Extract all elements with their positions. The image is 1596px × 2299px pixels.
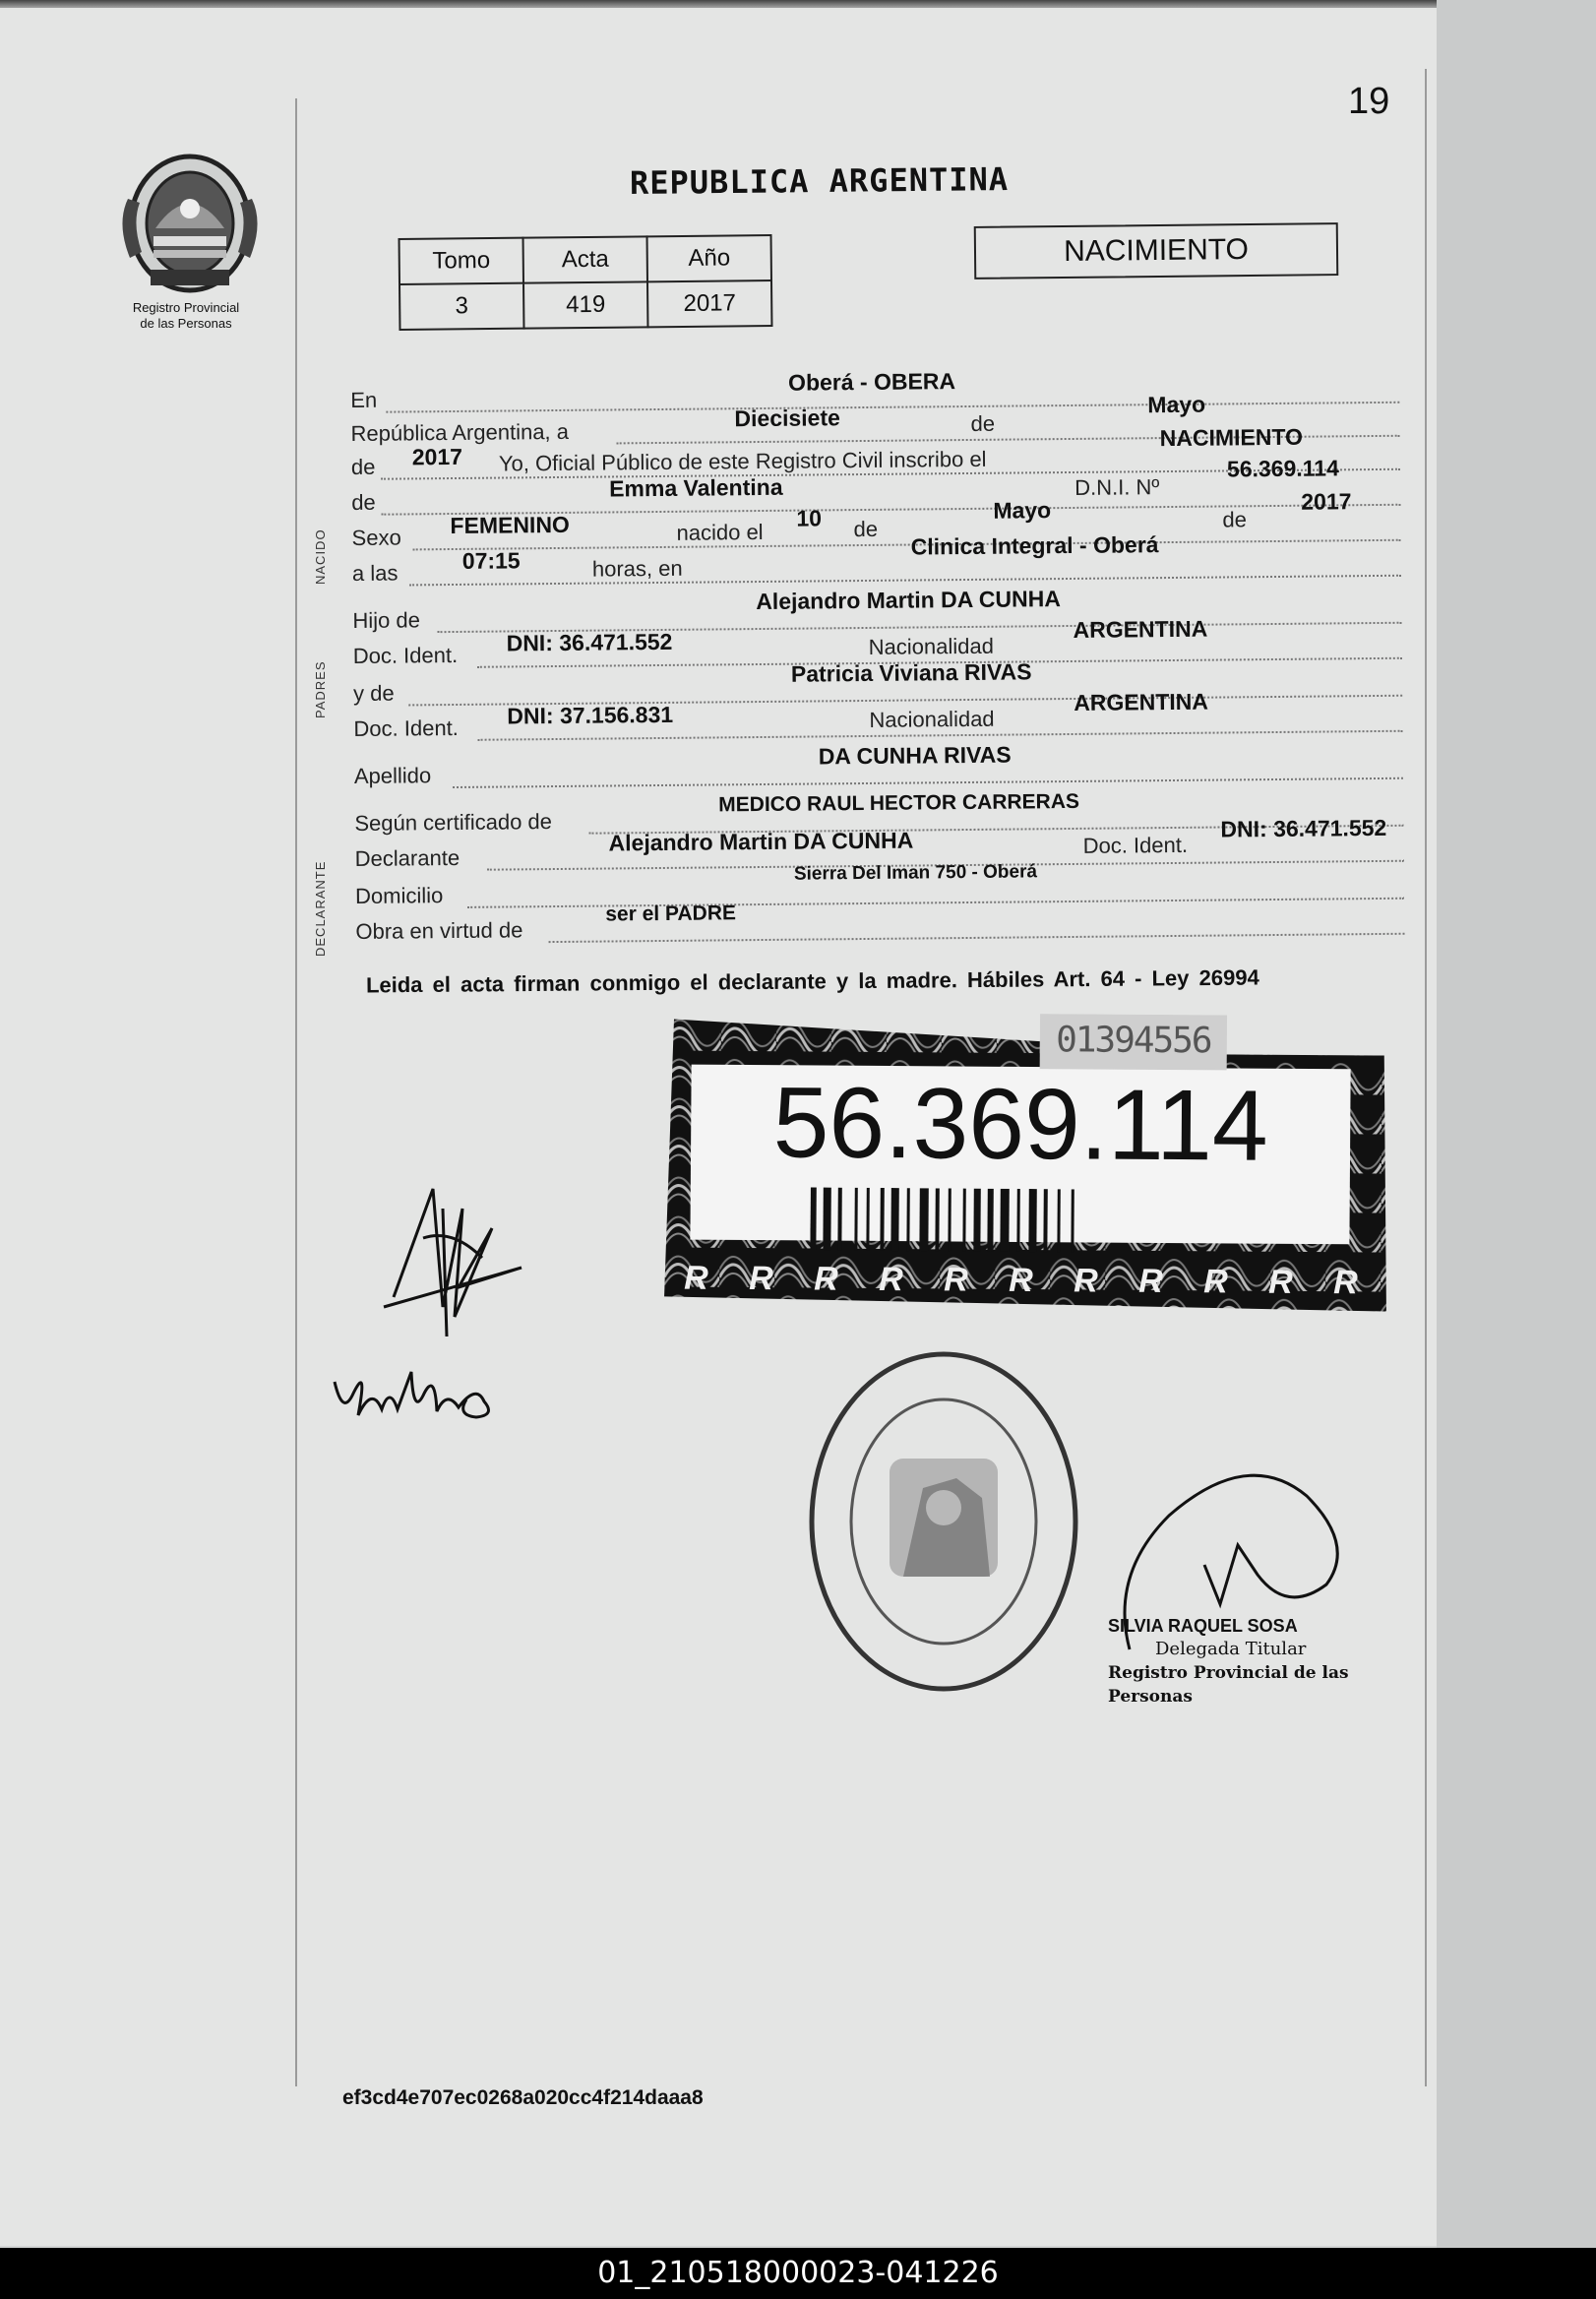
value-nombre: Emma Valentina bbox=[609, 473, 783, 502]
label-doc-ident: Doc. Ident. bbox=[352, 642, 459, 668]
value-tipo: NACIMIENTO bbox=[1159, 423, 1304, 452]
province-coat-of-arms-logo bbox=[116, 150, 264, 297]
barcode-bar bbox=[973, 1189, 980, 1252]
value-hora: 07:15 bbox=[461, 547, 521, 574]
value-certificado: MEDICO RAUL HECTOR CARRERAS bbox=[718, 789, 1080, 817]
dotted-line bbox=[413, 539, 1401, 551]
sticker-r-letter: R bbox=[1138, 1262, 1163, 1300]
dni-sticker bbox=[664, 1011, 1388, 1311]
document-hash: ef3cd4e707ec0268a020cc4f214daaa8 bbox=[342, 2086, 704, 2109]
header-anio: Año bbox=[647, 235, 771, 281]
value-mes-nac: Mayo bbox=[993, 497, 1052, 524]
sticker-r-letter: R bbox=[814, 1260, 838, 1298]
dotted-line bbox=[549, 933, 1405, 943]
barcode-bar bbox=[919, 1188, 928, 1251]
left-margin-line bbox=[295, 98, 297, 2086]
value-anio: 2017 bbox=[647, 280, 771, 327]
barcode-bar bbox=[987, 1189, 993, 1252]
label-a-las: a las bbox=[351, 560, 399, 586]
value-acta: 419 bbox=[523, 281, 647, 328]
value-dia-nac: 10 bbox=[796, 505, 823, 531]
value-dia-letras: Diecisiete bbox=[734, 404, 840, 432]
value-domicilio: Sierra Del Iman 750 - Oberá bbox=[793, 861, 1038, 885]
label-doc-ident: Doc. Ident. bbox=[353, 715, 459, 741]
label-yo-oficial: Yo, Oficial Público de este Registro Civil inscribo el bbox=[498, 446, 987, 476]
barcode-bar bbox=[935, 1188, 939, 1251]
sticker-r-letter: R bbox=[1333, 1264, 1358, 1302]
value-lugar: Oberá - OBERA bbox=[787, 368, 956, 396]
barcode bbox=[810, 1187, 1253, 1253]
scan-footer-id: 01_210518000023-041226 bbox=[0, 2248, 1596, 2299]
sticker-r-letter: R bbox=[944, 1261, 968, 1299]
label-republica: República Argentina, a bbox=[350, 418, 570, 446]
sticker-r-letter: R bbox=[1203, 1263, 1228, 1301]
barcode-bar bbox=[1028, 1189, 1036, 1252]
barcode-bar bbox=[880, 1188, 884, 1251]
barcode-bar bbox=[1057, 1189, 1060, 1252]
barcode-bar bbox=[810, 1187, 816, 1250]
section-label-declarante: DECLARANTE bbox=[313, 860, 328, 957]
label-de: de bbox=[853, 516, 879, 542]
barcode-bar bbox=[1016, 1189, 1019, 1252]
document-title: REPUBLICA ARGENTINA bbox=[629, 159, 1010, 203]
value-anio-nac: 2017 bbox=[1301, 488, 1352, 515]
dotted-line bbox=[386, 402, 1399, 413]
label-dni: D.N.I. Nº bbox=[1074, 474, 1160, 500]
label-nacido-el: nacido el bbox=[676, 519, 764, 545]
sticker-r-letter: R bbox=[1074, 1262, 1098, 1300]
barcode-bar bbox=[837, 1188, 841, 1251]
header-acta: Acta bbox=[523, 236, 647, 282]
official-seal-stamp bbox=[799, 1340, 1088, 1703]
label-segun-certificado: Según certificado de bbox=[354, 809, 553, 836]
label-nacionalidad: Nacionalidad bbox=[869, 706, 995, 732]
declarant-signature bbox=[364, 1169, 531, 1346]
registrar-role: Delegada Titular bbox=[1155, 1639, 1307, 1659]
birth-record-form bbox=[350, 364, 1409, 964]
value-mes: Mayo bbox=[1147, 391, 1206, 418]
label-en: En bbox=[350, 387, 378, 412]
barcode-bar bbox=[906, 1188, 909, 1251]
sticker-serial: 01394556 bbox=[1056, 1020, 1211, 1062]
page-number: 19 bbox=[1348, 81, 1390, 122]
label-y-de: y de bbox=[352, 680, 395, 706]
value-dni: 56.369.114 bbox=[1226, 455, 1339, 482]
logo-caption bbox=[102, 300, 270, 332]
label-domicilio: Domicilio bbox=[354, 883, 444, 908]
label-horas-en: horas, en bbox=[591, 555, 683, 582]
legal-note: Leida el acta firman conmigo el declarante y la madre. Hábiles Art. 64 - Ley 26994 bbox=[365, 964, 1259, 998]
label-declarante: Declarante bbox=[354, 844, 460, 871]
barcode-bar bbox=[890, 1188, 898, 1251]
label-de: de bbox=[970, 410, 996, 436]
registry-table bbox=[399, 234, 773, 331]
value-virtud: ser el PADRE bbox=[605, 901, 737, 926]
right-margin-line bbox=[1425, 69, 1427, 2086]
scan-right-margin bbox=[1437, 0, 1596, 2248]
label-hijo-de: Hijo de bbox=[352, 607, 421, 633]
value-anio: 2017 bbox=[411, 443, 463, 470]
value-padre-doc: DNI: 36.471.552 bbox=[506, 628, 673, 656]
value-tomo: 3 bbox=[399, 283, 523, 330]
barcode-bar bbox=[1071, 1189, 1074, 1252]
barcode-bar bbox=[866, 1188, 869, 1251]
value-sexo: FEMENINO bbox=[450, 511, 570, 539]
sticker-r-letter: R bbox=[1268, 1263, 1293, 1301]
barcode-bar bbox=[1043, 1189, 1047, 1252]
value-madre-doc: DNI: 37.156.831 bbox=[507, 701, 674, 729]
value-declarante-doc: DNI: 36.471.552 bbox=[1220, 814, 1387, 842]
registrar-office: Registro Provincial de las Personas bbox=[1108, 1663, 1349, 1707]
barcode-bar bbox=[1000, 1189, 1009, 1252]
logo-caption-line2: de las Personas bbox=[140, 316, 232, 331]
section-label-padres: PADRES bbox=[313, 660, 328, 718]
sticker-dni-number: 56.369.114 bbox=[772, 1066, 1269, 1182]
barcode-bar bbox=[854, 1188, 857, 1251]
label-apellido: Apellido bbox=[353, 763, 432, 788]
barcode-bar bbox=[823, 1188, 830, 1251]
header-tomo: Tomo bbox=[399, 238, 523, 284]
registrar-block bbox=[1108, 1614, 1403, 1709]
label-de: de bbox=[350, 454, 376, 479]
registrar-name: SILVIA RAQUEL SOSA bbox=[1108, 1616, 1298, 1636]
value-madre-nac: ARGENTINA bbox=[1074, 688, 1209, 715]
section-label-nacido: NACIDO bbox=[313, 528, 328, 585]
label-sexo: Sexo bbox=[351, 525, 401, 550]
value-lugar-nac: Clinica Integral - Oberá bbox=[910, 531, 1159, 560]
label-de: de bbox=[351, 489, 376, 515]
logo-caption-line1: Registro Provincial bbox=[132, 300, 240, 315]
label-de: de bbox=[1222, 507, 1248, 532]
label-nacionalidad: Nacionalidad bbox=[868, 633, 995, 659]
value-padre: Alejandro Martin DA CUNHA bbox=[756, 586, 1062, 615]
mother-signature bbox=[329, 1356, 516, 1435]
sticker-r-letter: R bbox=[879, 1260, 903, 1299]
record-type-box: NACIMIENTO bbox=[974, 222, 1339, 280]
value-declarante: Alejandro Martin DA CUNHA bbox=[608, 827, 914, 856]
sticker-r-letter: R bbox=[684, 1259, 708, 1297]
barcode-bar bbox=[948, 1188, 951, 1251]
label-obra-virtud: Obra en virtud de bbox=[355, 917, 523, 944]
sticker-r-letter: R bbox=[1009, 1261, 1033, 1300]
value-apellido: DA CUNHA RIVAS bbox=[818, 741, 1012, 770]
sticker-r-letter: R bbox=[749, 1260, 773, 1298]
dotted-line bbox=[453, 777, 1403, 788]
dotted-line bbox=[409, 575, 1401, 587]
value-madre: Patricia Viviana RIVAS bbox=[790, 658, 1032, 687]
barcode-bar bbox=[962, 1189, 965, 1252]
value-padre-nac: ARGENTINA bbox=[1073, 615, 1208, 643]
label-doc-ident: Doc. Ident. bbox=[1082, 832, 1189, 858]
